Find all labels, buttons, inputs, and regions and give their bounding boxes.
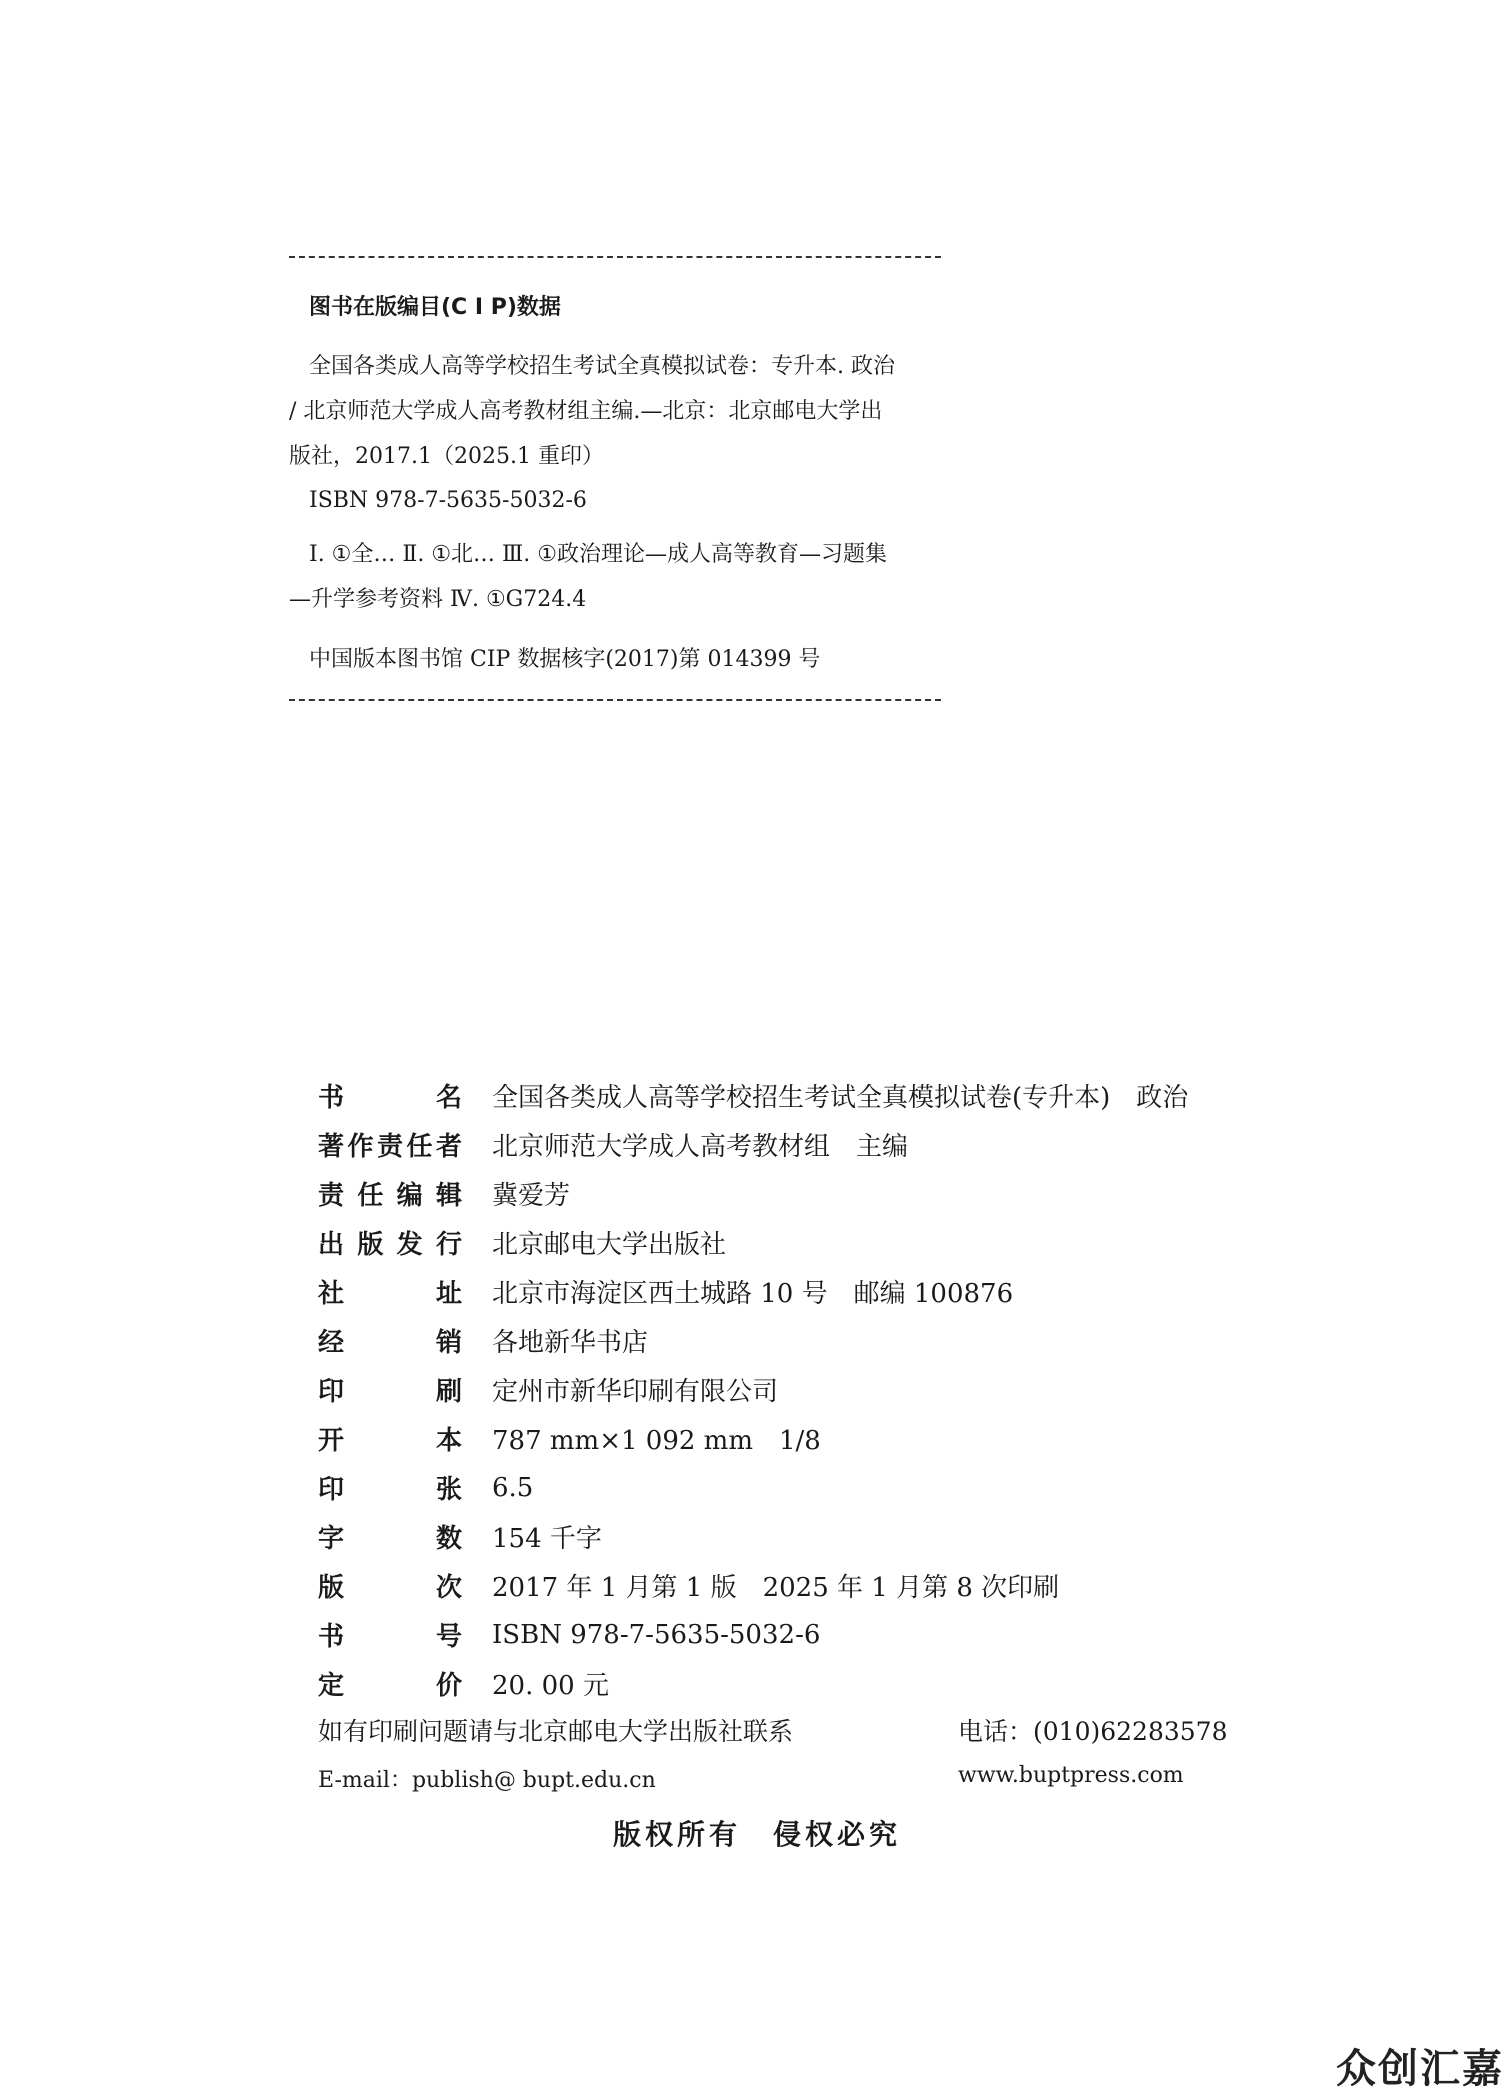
cip-main-entry [289, 344, 899, 479]
info-row [318, 1071, 1188, 1120]
info-label: 开 本 [318, 1426, 462, 1456]
info-label: 书 号 [318, 1622, 462, 1652]
copyright-notice: 版权所有 侵权必究 [612, 1818, 901, 1851]
info-row [318, 1414, 1188, 1463]
info-label: 印 刷 [318, 1377, 462, 1407]
info-value: 北京邮电大学出版社 [492, 1230, 727, 1260]
info-label: 字 数 [318, 1524, 462, 1554]
info-row [318, 1463, 1188, 1512]
info-label: 经 销 [318, 1328, 462, 1358]
cip-classification-text: Ⅰ. ①全… Ⅱ. ①北… Ⅲ. ①政治理论—成人高等教育—习题集—升学参考资料 Ⅳ. ①G724.4 [289, 542, 887, 612]
info-value: ISBN 978-7-5635-5032-6 [492, 1619, 821, 1650]
info-value: 北京师范大学成人高考教材组 主编 [492, 1132, 909, 1162]
info-row [318, 1365, 1188, 1414]
cip-isbn [289, 478, 899, 523]
info-label: 责 任 编 辑 [318, 1181, 462, 1211]
info-label: 著 作 责 任 者 [318, 1132, 462, 1162]
info-label: 出 版 发 行 [318, 1230, 462, 1260]
info-value: 2017 年 1 月第 1 版 2025 年 1 月第 8 次印刷 [492, 1573, 1060, 1603]
info-value: 6.5 [492, 1472, 534, 1503]
info-value: 154 千字 [492, 1524, 602, 1554]
info-value: 20. 00 元 [492, 1671, 609, 1701]
info-label: 版 次 [318, 1573, 462, 1603]
contact-line-phone [318, 1712, 1228, 1748]
info-row [318, 1120, 1188, 1169]
cip-record-number [289, 637, 899, 682]
cip-classification [289, 532, 899, 622]
info-label: 定 价 [318, 1671, 462, 1701]
info-value: 北京市海淀区西土城路 10 号 邮编 100876 [492, 1279, 1014, 1309]
info-row [318, 1316, 1188, 1365]
info-row [318, 1659, 1188, 1708]
email-address: E-mail：publish@ bupt.edu.cn [318, 1768, 656, 1793]
info-row [318, 1512, 1188, 1561]
info-label: 印 张 [318, 1475, 462, 1505]
cip-isbn-text: ISBN 978-7-5635-5032-6 [309, 488, 587, 513]
info-value: 787 mm×1 092 mm 1/8 [492, 1426, 821, 1456]
website-url: www.buptpress.com [958, 1763, 1184, 1788]
info-row [318, 1610, 1188, 1659]
info-value: 冀爱芳 [492, 1181, 571, 1211]
watermark-logo: 众创汇嘉 [1336, 2046, 1504, 2092]
info-value: 各地新华书店 [492, 1328, 649, 1358]
print-issue-notice: 如有印刷问题请与北京邮电大学出版社联系 [318, 1717, 794, 1746]
info-row [318, 1169, 1188, 1218]
cip-bottom-rule [289, 699, 941, 701]
contact-line-web [318, 1763, 1184, 1794]
info-value: 定州市新华印刷有限公司 [492, 1377, 779, 1407]
publication-info-table [318, 1071, 1188, 1708]
info-row [318, 1267, 1188, 1316]
cip-record-number-text: 中国版本图书馆 CIP 数据核字(2017)第 014399 号 [309, 647, 821, 672]
info-row [318, 1218, 1188, 1267]
cip-title: 图书在版编目(C I P)数据 [309, 295, 561, 320]
phone-number: 电话：(010)62283578 [958, 1717, 1228, 1746]
cip-main-entry-text: 全国各类成人高等学校招生考试全真模拟试卷：专升本. 政治 / 北京师范大学成人高考教材组主编.—北京：北京邮电大学出版社，2017.1（2025.1 重印） [289, 354, 895, 469]
info-label: 社 址 [318, 1279, 462, 1309]
info-label: 书 名 [318, 1083, 462, 1113]
cip-top-rule [289, 256, 941, 258]
info-row [318, 1561, 1188, 1610]
info-value: 全国各类成人高等学校招生考试全真模拟试卷(专升本) 政治 [492, 1083, 1189, 1113]
